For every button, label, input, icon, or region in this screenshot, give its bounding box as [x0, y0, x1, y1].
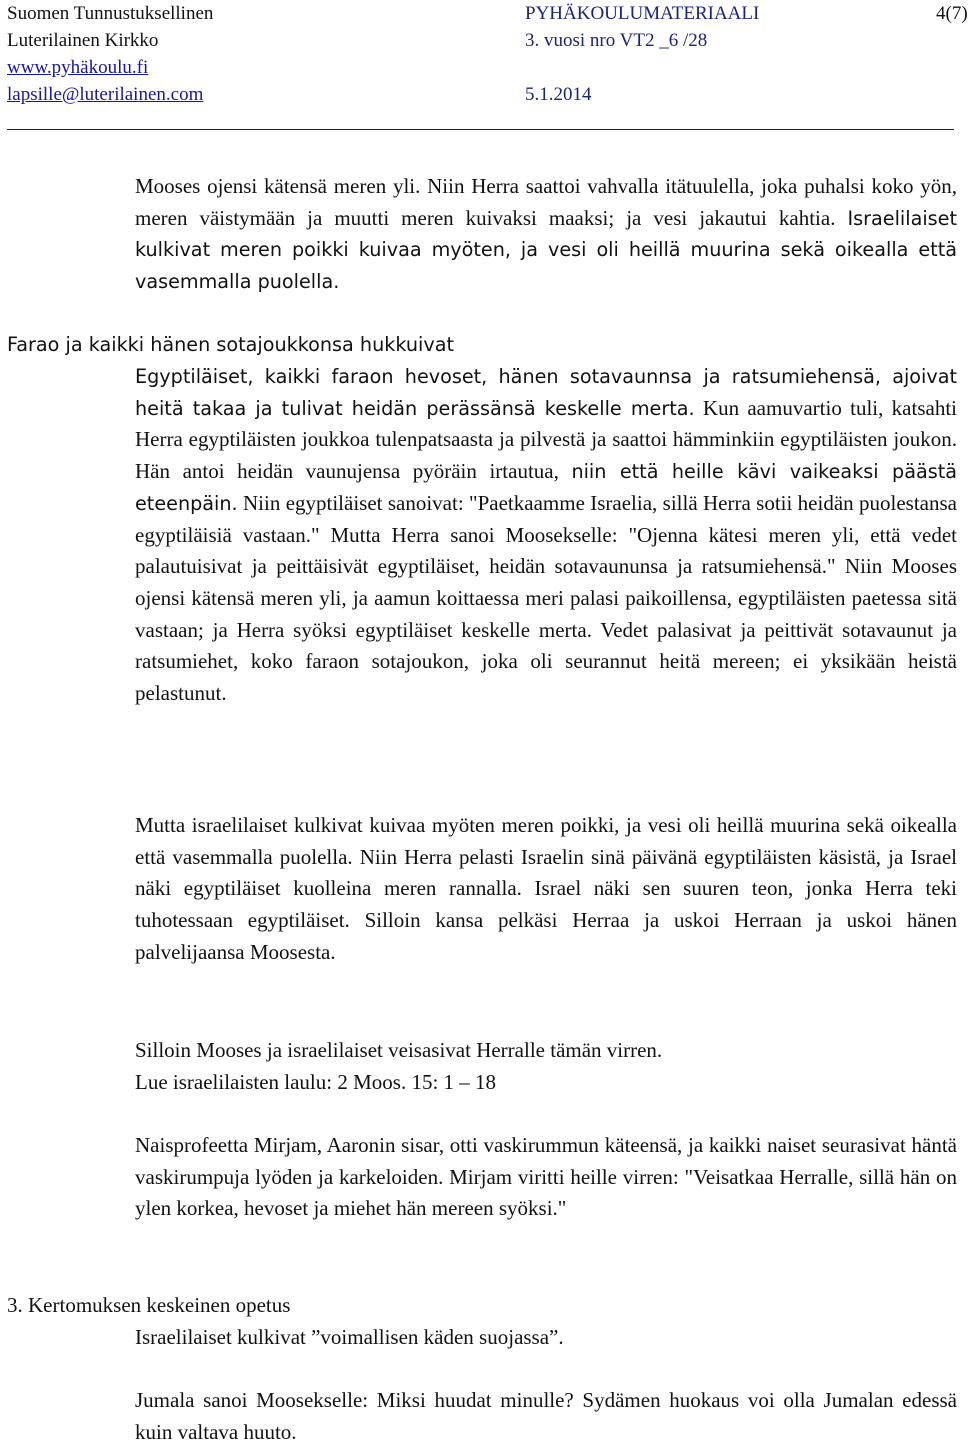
paragraph-5-text: Naisprofeetta Mirjam, Aaronin sisar, otti vaskirummun käteensä, ja kaikki naiset seurasivat häntä vaskirumpuja lyöden ja karkeloiden. Mirjam viritti heille virren: "Veisatkaa Herralle, sillä hän on ylen korkea, hevoset ja miehet hän mereen syöksi." [135, 1133, 957, 1221]
document-title: PYHÄKOULUMATERIAALI [525, 3, 760, 24]
paragraph-4-line-b: Lue israelilaisten laulu: 2 Moos. 15: 1 – 18 [135, 1069, 497, 1094]
page-number: 4(7) [936, 3, 968, 24]
paragraph-2-text-a: Egyptiläiset, kaikki faraon hevoset, hänen sotavaunnsa ja ratsumiehensä, ajoivat heitä takaa ja tulivat heidän perässänsä keskelle merta. [135, 365, 957, 420]
paragraph-5 [135, 1130, 957, 1225]
paragraph-7-text: Jumala sanoi Moosekselle: Miksi huudat minulle? Sydämen huokaus voi olla Jumalan edessä kuin valtava huuto. [135, 1388, 957, 1444]
paragraph-2-text-d: Niin egyptiläiset sanoivat: "Paetkaamme Israelia, sillä Herra sotii heidän puolestansa egyptiläisiä vastaan." Mutta Herra sanoi Moosekselle: "Ojenna kätesi meren yli, että vedet palautuisivat ja peittäisivät egyptiläiset, heidän sotavaununsa ja ratsumiehensä." Niin Mooses ojensi kätensä meren yli, ja aamun koittaessa meri palasi paikoillensa, egyptiläisten paetessa sitä vastaan; ja Herra syöksi egyptiläiset keskelle merta. Vedet palasivat ja peittivät sotavaunut ja ratsumiehet, koko faraon sotajoukon, joka oli seurannut heitä mereen; ei yksikään heistä pelastunut. [135, 490, 957, 706]
website-link[interactable]: www.pyhäkoulu.fi [7, 57, 149, 78]
paragraph-3-text: Mutta israelilaiset kulkivat kuivaa myöten meren poikki, ja vesi oli heillä muurina sekä oikealla että vasemmalla puolella. Niin Herra pelasti Israelin sinä päivänä egyptiläisten käsistä, ja Israel näki egyptiläiset kuolleina meren rannalla. Israel näki sen suuren teon, jonka Herra teki tuhotessaan egyptiläiset. Silloin kansa pelkäsi Herraa ja uskoi Herraan ja uskoi hänen palvelijaansa Moosesta. [135, 813, 957, 964]
paragraph-6-text: Israelilaiset kulkivat ”voimallisen käden suojassa”. [135, 1325, 564, 1349]
paragraph-7 [135, 1385, 957, 1448]
paragraph-1-text-a: Mooses ojensi kätensä meren yli. Niin Herra saattoi vahvalla itätuulella, joka puhalsi koko yön, meren väistymään ja muutti meren kuivaksi maaksi; ja vesi jakautui kahtia. [135, 174, 957, 230]
section-heading-opetus: 3. Kertomuksen keskeinen opetus [7, 1293, 291, 1317]
org-name-line1: Suomen Tunnustuksellinen [7, 3, 214, 24]
paragraph-2-text-c: niin että heille kävi vaikeaksi päästä eteenpäin. [135, 460, 957, 515]
section-heading-farao: Farao ja kaikki hänen sotajoukkonsa hukkuivat [7, 333, 454, 356]
paragraph-2 [135, 361, 957, 710]
paragraph-1 [135, 171, 957, 298]
org-name-line2: Luterilainen Kirkko [7, 30, 159, 51]
document-date: 5.1.2014 [525, 84, 592, 105]
email-link[interactable]: lapsille@luterilainen.com [7, 84, 204, 105]
paragraph-2-text-b: Kun aamuvartio tuli, katsahti Herra egyptiläisten joukkoa tulenpatsaasta ja pilvestä ja saattoi hämminkiin egyptiläisten joukon. Hän antoi heidän vaunujensa pyöräin irtautua, [135, 395, 957, 484]
paragraph-3 [135, 810, 957, 969]
paragraph-6 [135, 1322, 957, 1354]
document-code: 3. vuosi nro VT2 _6 /28 [525, 30, 708, 51]
paragraph-1-text-b: Israelilaiset kulkivat meren poikki kuivaa myöten, ja vesi oli heillä muurina sekä oikealla että vasemmalla puolella. [135, 206, 957, 294]
paragraph-4-line-a: Silloin Mooses ja israelilaiset veisasivat Herralle tämän virren. [135, 1038, 663, 1062]
header-divider [7, 129, 954, 130]
paragraph-4 [135, 1035, 957, 1098]
